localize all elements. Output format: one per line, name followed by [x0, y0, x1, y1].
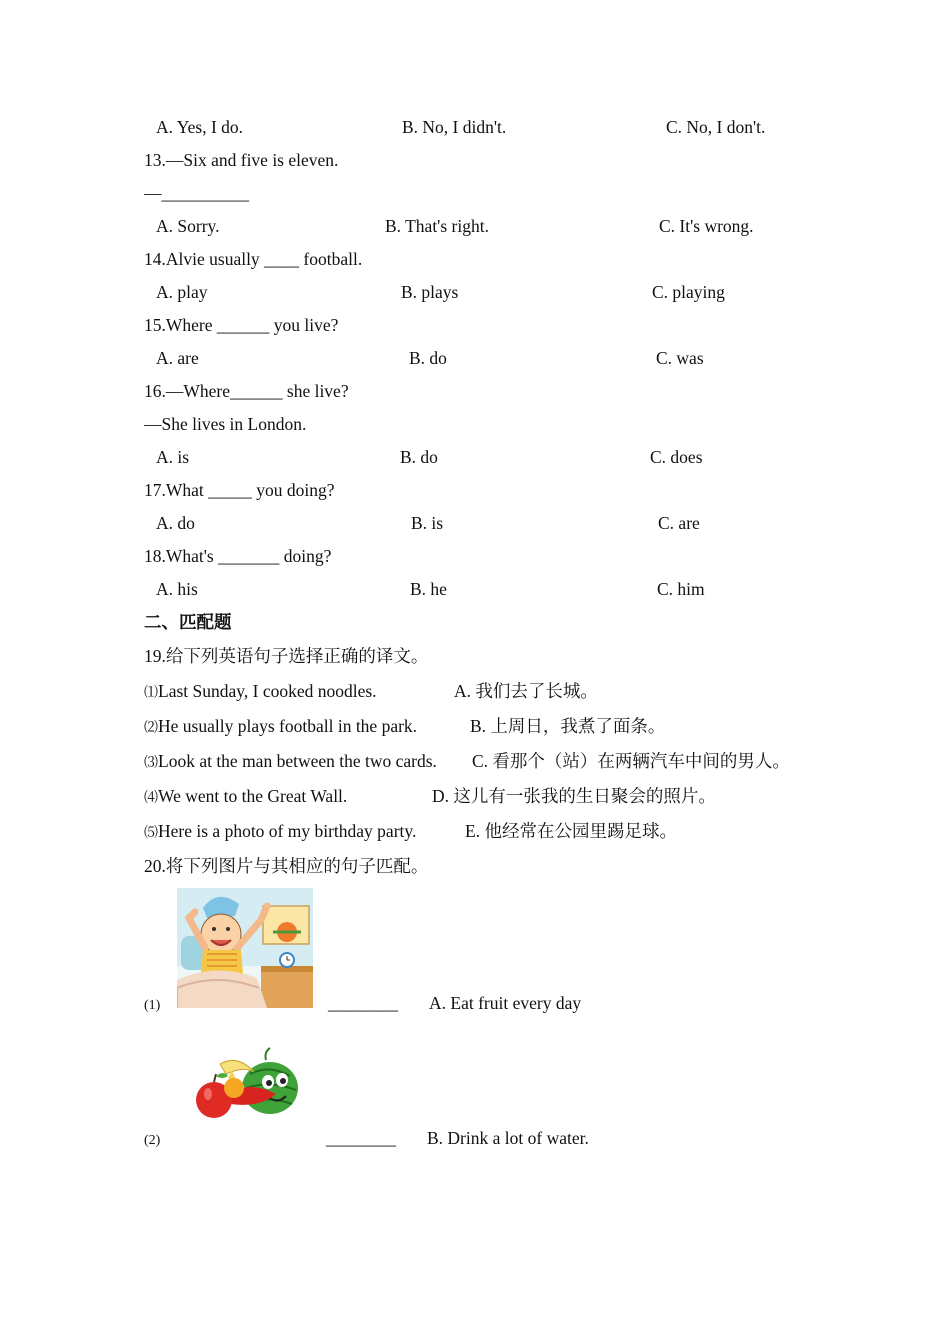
q19-item-english: Last Sunday, I cooked noodles. — [158, 681, 377, 701]
q19-item-4 — [144, 785, 347, 810]
q13-answer-line: —__________ — [144, 183, 249, 203]
q17-option-b: B. is — [411, 513, 444, 533]
q20-item-number: (2) — [144, 1133, 161, 1148]
q16-option-c: C. does — [650, 447, 703, 467]
q19-item-number: ⑷ — [144, 791, 158, 806]
q19-item-english: Here is a photo of my birthday party. — [158, 821, 417, 841]
q20-option-b: B. Drink a lot of water. — [427, 1128, 589, 1148]
q19-item-number: ⑵ — [144, 721, 158, 736]
q14-option-b: B. plays — [401, 282, 459, 302]
q13-stem: 13.—Six and five is eleven. — [144, 150, 339, 170]
q20-stem: 20.将下列图片与其相应的句子匹配。 — [144, 856, 429, 876]
q19-stem: 19.给下列英语句子选择正确的译文。 — [144, 646, 429, 666]
q19-item-3-translation: C. 看那个（站）在两辆汽车中间的男人。 — [472, 751, 790, 771]
q16-reply: —She lives in London. — [144, 414, 307, 434]
q18-option-b: B. he — [410, 579, 447, 599]
q16-stem: 16.—Where______ she live? — [144, 381, 349, 401]
q19-item-number: ⑴ — [144, 686, 158, 701]
q12-option-c: C. No, I don't. — [666, 117, 766, 137]
q15-stem: 15.Where ______ you live? — [144, 315, 339, 335]
q19-item-2-translation: B. 上周日，我煮了面条。 — [470, 716, 666, 736]
waking-up-boy-image — [177, 888, 313, 1008]
q14-stem: 14.Alvie usually ____ football. — [144, 249, 363, 269]
q19-item-5-translation: E. 他经常在公园里踢足球。 — [465, 821, 677, 841]
q17-option-a: A. do — [156, 513, 195, 533]
q13-option-c: C. It's wrong. — [659, 216, 754, 236]
q16-option-b: B. do — [400, 447, 438, 467]
q16-option-a: A. is — [156, 447, 190, 467]
q19-item-2 — [144, 715, 417, 740]
q17-stem: 17.What _____ you doing? — [144, 480, 335, 500]
fruit-image — [190, 1044, 302, 1124]
q19-item-5 — [144, 820, 416, 845]
q13-option-b: B. That's right. — [385, 216, 489, 236]
q20-item-2-number — [144, 1127, 160, 1152]
q19-item-number: ⑶ — [144, 756, 158, 771]
q15-option-a: A. are — [156, 348, 199, 368]
q15-option-c: C. was — [656, 348, 704, 368]
q15-option-b: B. do — [409, 348, 447, 368]
q18-option-a: A. his — [156, 579, 198, 599]
q12-option-a: A. Yes, I do. — [156, 117, 244, 137]
q20-item-number: (1) — [144, 998, 161, 1013]
q17-option-c: C. are — [658, 513, 700, 533]
q14-option-a: A. play — [156, 282, 208, 302]
section2-title: 二、匹配题 — [144, 612, 232, 632]
q20-item-2-blank[interactable]: ________ — [326, 1128, 396, 1148]
q18-option-c: C. him — [657, 579, 705, 599]
q19-item-english: He usually plays football in the park. — [158, 716, 418, 736]
q13-option-a: A. Sorry. — [156, 216, 220, 236]
q20-item-1-number — [144, 992, 160, 1017]
q14-option-c: C. playing — [652, 282, 725, 302]
q19-item-1-translation: A. 我们去了长城。 — [454, 681, 598, 701]
q20-item-1-blank[interactable]: ________ — [328, 993, 398, 1013]
q19-item-3 — [144, 750, 437, 775]
q12-option-b: B. No, I didn't. — [402, 117, 507, 137]
q19-item-english: We went to the Great Wall. — [158, 786, 348, 806]
q19-item-number: ⑸ — [144, 826, 158, 841]
q19-item-1 — [144, 680, 377, 705]
q19-item-4-translation: D. 这儿有一张我的生日聚会的照片。 — [432, 786, 716, 806]
q18-stem: 18.What's _______ doing? — [144, 546, 332, 566]
q20-option-a: A. Eat fruit every day — [429, 993, 582, 1013]
q19-item-english: Look at the man between the two cards. — [158, 751, 437, 771]
